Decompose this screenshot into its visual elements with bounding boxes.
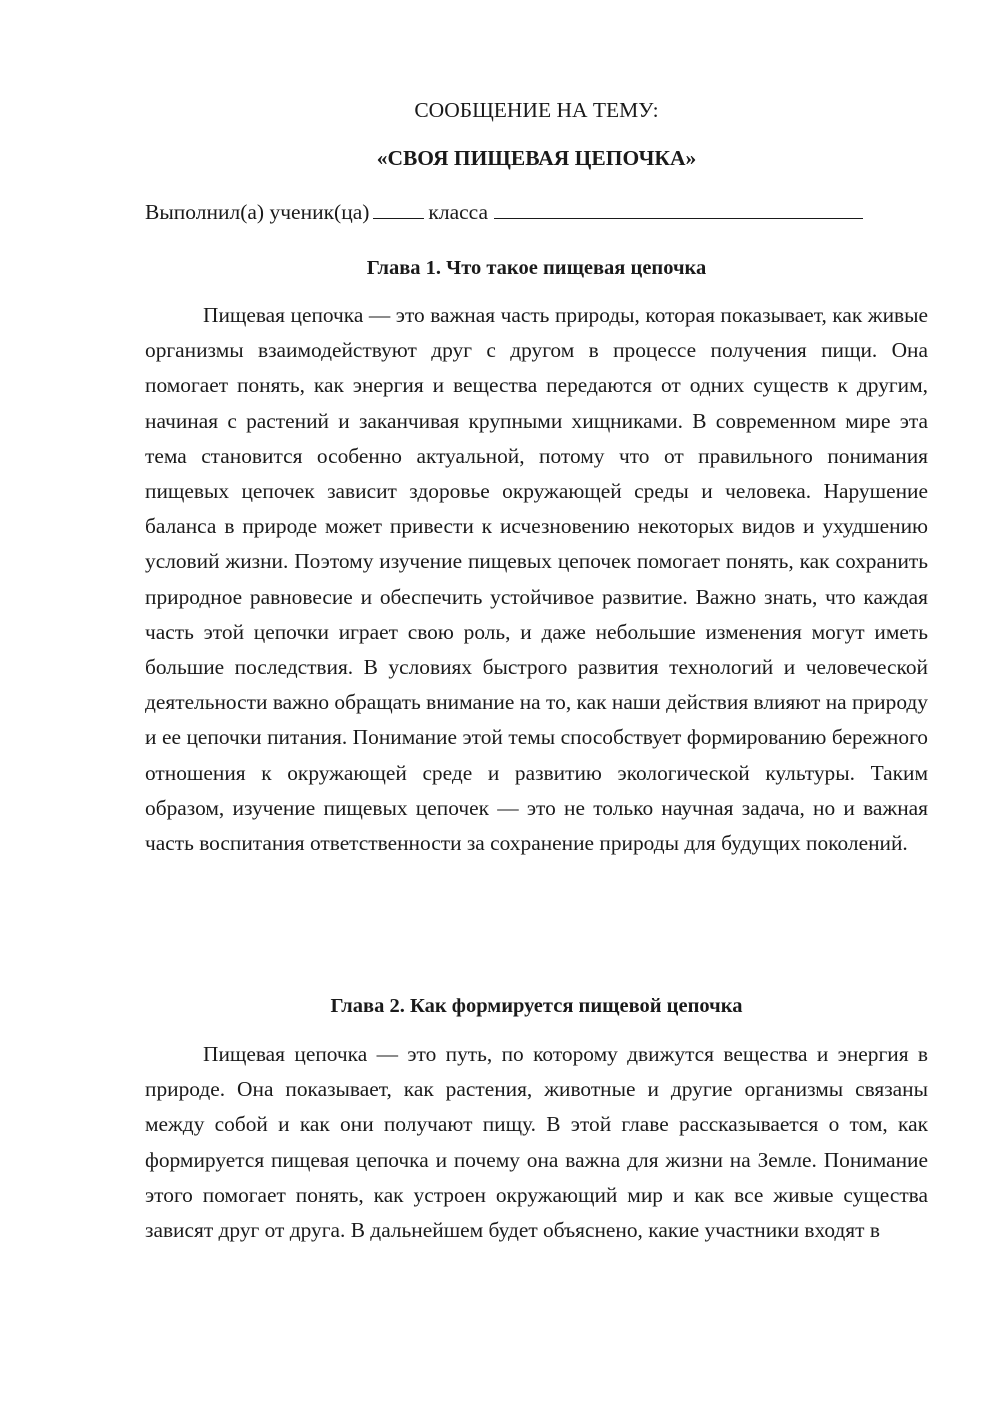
- document-heading-topic: «СВОЯ ПИЩЕВАЯ ЦЕПОЧКА»: [376, 146, 697, 170]
- chapter-paragraph: Пищевая цепочка — это важная часть природы, которая показывает, как живые организмы взаимодействуют друг с другом в процессе получения пищи. Она помогает понять, как энергия и вещества передаются от одних существ к другим, начиная с растений и заканчивая крупными хищниками. В современном мире эта тема становится особенно актуальной, потому что от правильного понимания пищевых цепочек зависит здоровье окружающей среды и человека. Нарушение баланса в природе может привести к исчезновению некоторых видов и ухудшению условий жизни. Поэтому изучение пищевых цепочек помогает понять, как сохранить природное равновесие и обеспечить устойчивое развитие. Важно знать, что каждая часть этой цепочки играет свою роль, и даже небольшие изменения могут иметь большие последствия. В условиях быстрого развития технологий и человеческой деятельности важно обращать внимание на то, как наши действия влияют на природу и ее цепочки питания. Понимание этой темы способствует формированию бережного отношения к окружающей среде и развитию экологической культуры. Таким образом, изучение пищевых цепочек — это не только научная задача, но и важная часть воспитания ответственности за сохранение природы для будущих поколений.: [145, 303, 928, 856]
- author-class-word: класса: [428, 200, 489, 224]
- author-line: [145, 198, 928, 226]
- chapter-paragraph: Пищевая цепочка — это путь, по которому движутся вещества и энергия в природе. Она показывает, как растения, животные и другие организмы связаны между собой и как они получают пищу. В этой главе рассказывается о том, как формируется пищевая цепочка и почему она важна для жизни на Земле. Понимание этого помогает понять, как устроен окружающий мир и как все живые существа зависят друг от друга. В дальнейшем будет объяснено, какие участники входят в: [145, 1042, 928, 1243]
- author-name-blank: [494, 198, 863, 219]
- document-heading-line1: СООБЩЕНИЕ НА ТЕМУ:: [414, 98, 659, 122]
- author-prefix: Выполнил(а) ученик(ца): [145, 200, 370, 224]
- chapter-title: Глава 2. Как формируется пищевой цепочка: [330, 995, 743, 1017]
- class-number-blank: [373, 198, 424, 219]
- chapter-title: Глава 1. Что такое пищевая цепочка: [366, 257, 707, 279]
